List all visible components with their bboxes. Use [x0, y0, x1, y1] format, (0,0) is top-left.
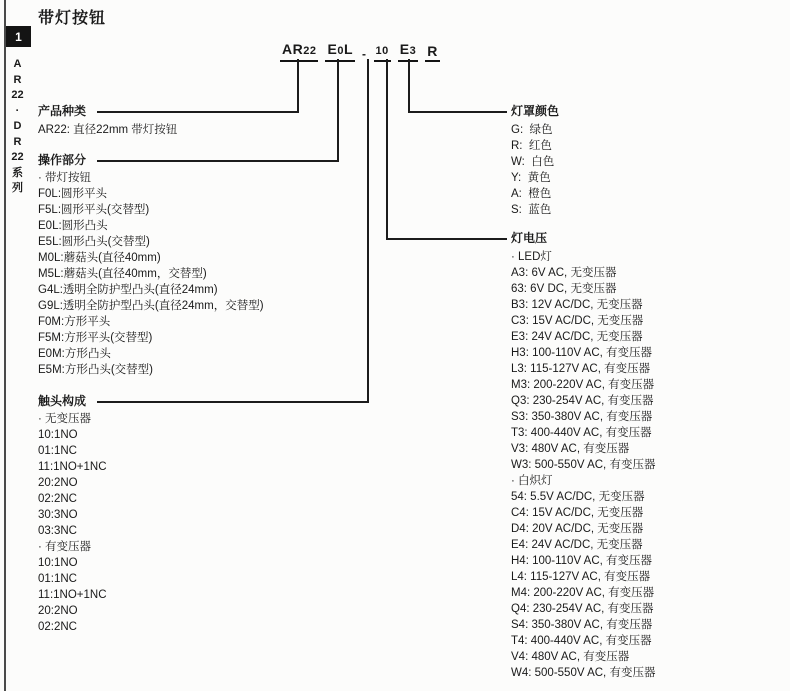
list-item: E5M:方形凸头(交替型) — [38, 364, 153, 376]
list-item: S3: 350-380V AC, 有变压器 — [511, 411, 653, 423]
list-item: · 无变压器 — [38, 413, 92, 425]
list-item: · 有变压器 — [38, 541, 92, 553]
list-item: 20:2NO — [38, 477, 78, 489]
list-item: D4: 20V AC/DC, 无变压器 — [511, 523, 644, 535]
part-number-segment: E0L — [325, 42, 355, 62]
list-item: E5L:圆形凸头(交替型) — [38, 236, 150, 248]
list-item: Q3: 230-254V AC, 有变压器 — [511, 395, 654, 407]
operator-list — [38, 170, 264, 378]
lamp-voltage-list — [511, 249, 655, 681]
list-item: 10:1NO — [38, 429, 78, 441]
list-item: 30:3NO — [38, 509, 78, 521]
list-item: V4: 480V AC, 有变压器 — [511, 651, 630, 663]
list-item: V3: 480V AC, 有变压器 — [511, 443, 630, 455]
section-lamp-voltage — [511, 231, 655, 681]
list-item: A: 橙色 — [511, 188, 552, 200]
list-item: E0M:方形凸头 — [38, 348, 111, 360]
list-item: F0M:方形平头 — [38, 316, 111, 328]
list-item: W4: 500-550V AC, 有变压器 — [511, 667, 656, 679]
list-item: T4: 400-440V AC, 有变压器 — [511, 635, 652, 647]
list-item: S4: 350-380V AC, 有变压器 — [511, 619, 653, 631]
section-product-type — [38, 104, 177, 138]
list-item: G4L:透明全防护型凸头(直径24mm) — [38, 284, 218, 296]
list-item: M0L:蘑菇头(直径40mm) — [38, 252, 161, 264]
list-item: 01:1NC — [38, 445, 77, 457]
part-number-segment: R — [425, 44, 440, 62]
list-item: AR22: 直径22mm 带灯按钮 — [38, 124, 178, 136]
series-label-char: · — [15, 104, 20, 117]
list-item: 01:1NC — [38, 573, 77, 585]
list-item: E4: 24V AC/DC, 无变压器 — [511, 539, 643, 551]
connector-lens-color-horizontal — [408, 111, 507, 113]
list-item: M4: 200-220V AC, 有变压器 — [511, 587, 655, 599]
section-title-lamp-voltage: 灯电压 — [511, 231, 548, 245]
list-item: 03:3NC — [38, 525, 77, 537]
list-item: M3: 200-220V AC, 有变压器 — [511, 379, 655, 391]
list-item: F5M:方形平头(交替型) — [38, 332, 153, 344]
list-item: E3: 24V AC/DC, 无变压器 — [511, 331, 643, 343]
list-item: · 带灯按钮 — [38, 172, 92, 184]
section-contacts — [38, 394, 107, 635]
list-item: H4: 100-110V AC, 有变压器 — [511, 555, 653, 567]
series-label-char: 22 — [11, 89, 24, 101]
section-title-product-type: 产品种类 — [38, 104, 87, 118]
part-number-segment: E3 — [398, 42, 418, 62]
connector-lamp-voltage-horizontal — [386, 238, 507, 240]
page-title: 带灯按钮 — [38, 10, 107, 27]
list-item: A3: 6V AC, 无变压器 — [511, 267, 617, 279]
connector-lamp-voltage-vertical — [386, 59, 388, 240]
section-lens-color — [511, 104, 559, 218]
list-item: R: 红色 — [511, 140, 552, 152]
list-item: C3: 15V AC/DC, 无变压器 — [511, 315, 644, 327]
list-item: F5L:圆形平头(交替型) — [38, 204, 150, 216]
list-item: S: 蓝色 — [511, 204, 552, 216]
list-item: W: 白色 — [511, 156, 555, 168]
section-operator — [38, 153, 264, 378]
list-item: F0L:圆形平头 — [38, 188, 108, 200]
list-item: L3: 115-127V AC, 有变压器 — [511, 363, 651, 375]
list-item: 20:2NO — [38, 605, 78, 617]
series-label-char: A — [13, 58, 22, 70]
part-number-segment: AR22 — [280, 42, 318, 62]
list-item: 54: 5.5V AC/DC, 无变压器 — [511, 491, 645, 503]
list-item: 02:2NC — [38, 621, 77, 633]
contacts-list — [38, 411, 107, 635]
list-item: 11:1NO+1NC — [38, 589, 107, 601]
lens-color-list — [511, 122, 559, 218]
list-item: M5L:蘑菇头(直径40mm，交替型) — [38, 268, 207, 280]
series-label-char: 22 — [11, 151, 24, 163]
list-item: 11:1NO+1NC — [38, 461, 107, 473]
connector-contacts-horizontal — [97, 401, 369, 403]
part-number-segment: 10 — [374, 42, 391, 62]
list-item: C4: 15V AC/DC, 无变压器 — [511, 507, 644, 519]
list-item: B3: 12V AC/DC, 无变压器 — [511, 299, 643, 311]
section-title-operator: 操作部分 — [38, 153, 87, 167]
part-number-dash: - — [362, 47, 367, 61]
connector-contacts-vertical — [367, 59, 369, 403]
connector-product-type-vertical — [297, 59, 299, 113]
list-item: G9L:透明全防护型凸头(直径24mm，交替型) — [38, 300, 264, 312]
list-item: Y: 黄色 — [511, 172, 551, 184]
section-title-contacts: 触头构成 — [38, 394, 87, 408]
section-title-lens-color: 灯罩颜色 — [511, 104, 560, 118]
series-label-char: R — [13, 73, 22, 86]
list-item: Q4: 230-254V AC, 有变压器 — [511, 603, 654, 615]
series-label-char: 列 — [12, 182, 23, 194]
part-number-code — [280, 42, 440, 62]
connector-lens-color-vertical — [408, 59, 410, 113]
list-item: E0L:圆形凸头 — [38, 220, 108, 232]
series-label-char: 系 — [12, 166, 23, 179]
series-label-char: R — [13, 135, 22, 148]
list-item: G: 绿色 — [511, 124, 553, 136]
product-type-list — [38, 122, 177, 138]
series-label-vertical — [5, 57, 30, 197]
list-item: H3: 100-110V AC, 有变压器 — [511, 347, 653, 359]
list-item: T3: 400-440V AC, 有变压器 — [511, 427, 652, 439]
chapter-number-tab: 1 — [6, 26, 31, 47]
list-item: · LED灯 — [511, 251, 552, 263]
list-item: 10:1NO — [38, 557, 78, 569]
series-label-char: D — [13, 120, 22, 132]
list-item: 02:2NC — [38, 493, 77, 505]
connector-operator-vertical — [337, 59, 339, 162]
list-item: 63: 6V DC, 无变压器 — [511, 283, 617, 295]
list-item: · 白炽灯 — [511, 475, 553, 487]
list-item: L4: 115-127V AC, 有变压器 — [511, 571, 651, 583]
list-item: W3: 500-550V AC, 有变压器 — [511, 459, 656, 471]
